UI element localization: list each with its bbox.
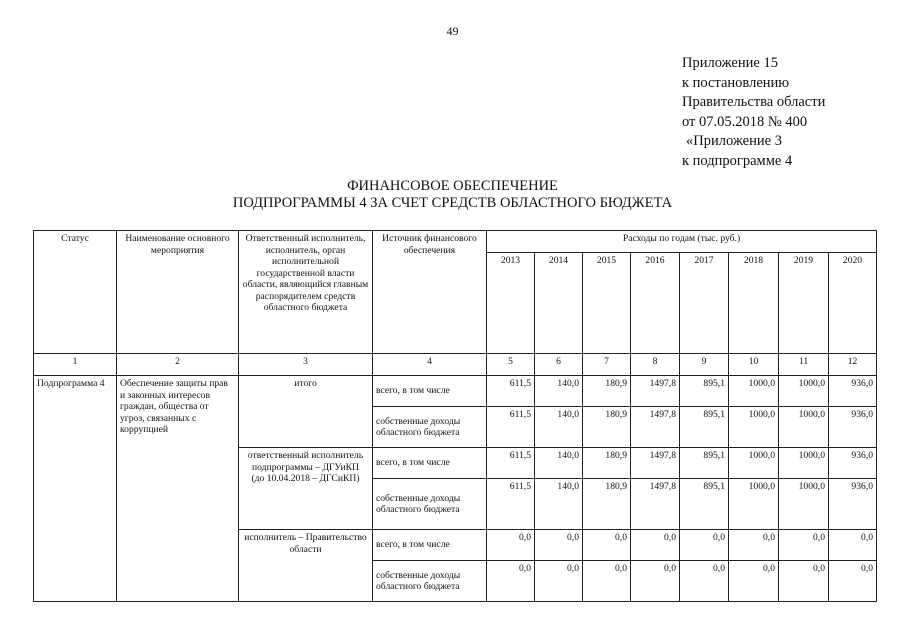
column-number: 12 xyxy=(829,354,877,376)
value-cell: 0,0 xyxy=(631,530,680,561)
value-cell: 0,0 xyxy=(779,561,829,602)
column-number: 11 xyxy=(779,354,829,376)
column-number: 6 xyxy=(535,354,583,376)
column-number: 5 xyxy=(487,354,535,376)
source-cell: собственные доходы областного бюджета xyxy=(373,479,487,530)
value-cell: 895,1 xyxy=(680,407,729,448)
value-cell: 611,5 xyxy=(487,448,535,479)
value-cell: 0,0 xyxy=(729,561,779,602)
year-header: 2014 xyxy=(535,253,583,354)
value-cell: 1000,0 xyxy=(729,479,779,530)
column-number: 9 xyxy=(680,354,729,376)
appendix-line: Приложение 15 xyxy=(682,55,778,71)
document-title xyxy=(0,178,905,212)
source-cell: всего, в том числе xyxy=(373,448,487,479)
executor-cell xyxy=(239,376,373,448)
header-source: Источник финансового обеспечения xyxy=(373,231,487,354)
page-number: 49 xyxy=(446,24,459,38)
finance-table xyxy=(33,230,877,602)
source-cell: собственные доходы областного бюджета xyxy=(373,407,487,448)
value-cell: 0,0 xyxy=(779,530,829,561)
value-cell: 0,0 xyxy=(583,561,631,602)
value-cell: 1000,0 xyxy=(779,479,829,530)
value-cell: 1000,0 xyxy=(729,376,779,407)
column-number: 1 xyxy=(34,354,117,376)
header-status: Статус xyxy=(34,231,117,354)
executor-note: (до 10.04.2018 – ДГСиКП) xyxy=(251,473,360,484)
value-cell: 895,1 xyxy=(680,479,729,530)
header-executor: Ответственный исполнитель, исполнитель, орган исполнительной государственной власти области, являющийся главным распорядителем средств областного бюджета xyxy=(239,231,373,354)
column-number: 7 xyxy=(583,354,631,376)
executor-text: итого xyxy=(294,378,317,389)
value-cell: 936,0 xyxy=(829,479,877,530)
executor-text: исполнитель – Правительство области xyxy=(244,532,367,555)
value-cell: 611,5 xyxy=(487,407,535,448)
year-header: 2015 xyxy=(583,253,631,354)
value-cell: 0,0 xyxy=(535,561,583,602)
source-cell: собственные доходы областного бюджета xyxy=(373,561,487,602)
value-cell: 1497,8 xyxy=(631,479,680,530)
value-cell: 0,0 xyxy=(680,561,729,602)
value-cell: 936,0 xyxy=(829,448,877,479)
column-number: 3 xyxy=(239,354,373,376)
value-cell: 180,9 xyxy=(583,448,631,479)
value-cell: 0,0 xyxy=(680,530,729,561)
value-cell: 0,0 xyxy=(631,561,680,602)
header-expenses: Расходы по годам (тыс. руб.) xyxy=(487,231,877,253)
year-header: 2017 xyxy=(680,253,729,354)
executor-cell xyxy=(239,448,373,530)
value-cell: 180,9 xyxy=(583,376,631,407)
year-header: 2019 xyxy=(779,253,829,354)
value-cell: 0,0 xyxy=(487,530,535,561)
value-cell: 140,0 xyxy=(535,376,583,407)
executor-cell xyxy=(239,530,373,602)
source-cell: всего, в том числе xyxy=(373,376,487,407)
value-cell: 936,0 xyxy=(829,376,877,407)
value-cell: 895,1 xyxy=(680,448,729,479)
executor-text: ответственный исполнитель подпрограммы – ДГУиКП xyxy=(247,450,364,473)
value-cell: 0,0 xyxy=(829,561,877,602)
header-row xyxy=(34,231,877,253)
value-cell: 140,0 xyxy=(535,479,583,530)
value-cell: 936,0 xyxy=(829,407,877,448)
value-cell: 1497,8 xyxy=(631,376,680,407)
year-header: 2020 xyxy=(829,253,877,354)
appendix-line: от 07.05.2018 № 400 xyxy=(682,113,808,130)
appendix-line: «Приложение 3 xyxy=(686,133,782,149)
appendix-line: Правительства области xyxy=(682,94,826,110)
column-number-row xyxy=(34,354,877,376)
value-cell: 1000,0 xyxy=(729,407,779,448)
value-cell: 1000,0 xyxy=(779,407,829,448)
value-cell: 1000,0 xyxy=(729,448,779,479)
value-cell: 1000,0 xyxy=(779,376,829,407)
appendix-block xyxy=(682,54,825,171)
year-header: 2018 xyxy=(729,253,779,354)
source-cell: всего, в том числе xyxy=(373,530,487,561)
value-cell: 0,0 xyxy=(583,530,631,561)
status-cell: Подпрограмма 4 xyxy=(34,376,117,602)
value-cell: 0,0 xyxy=(729,530,779,561)
column-number: 10 xyxy=(729,354,779,376)
value-cell: 140,0 xyxy=(535,448,583,479)
value-cell: 0,0 xyxy=(487,561,535,602)
value-cell: 140,0 xyxy=(535,407,583,448)
appendix-line: к постановлению xyxy=(682,74,790,91)
value-cell: 1497,8 xyxy=(631,407,680,448)
value-cell: 611,5 xyxy=(487,376,535,407)
value-cell: 0,0 xyxy=(829,530,877,561)
year-header: 2016 xyxy=(631,253,680,354)
year-header: 2013 xyxy=(487,253,535,354)
value-cell: 1000,0 xyxy=(779,448,829,479)
appendix-line: к подпрограмме 4 xyxy=(682,152,793,169)
title-line-1: ФИНАНСОВОЕ ОБЕСПЕЧЕНИЕ xyxy=(347,178,558,194)
title-line-2: ПОДПРОГРАММЫ 4 ЗА СЧЕТ СРЕДСТВ ОБЛАСТНОГО БЮДЖЕТА xyxy=(232,195,673,211)
value-cell: 895,1 xyxy=(680,376,729,407)
header-name: Наименование основного мероприятия xyxy=(117,231,239,354)
event-name-cell: Обеспечение защиты прав и законных интересов граждан, общества от угроз, связанных с коррупцией xyxy=(117,376,239,602)
value-cell: 611,5 xyxy=(487,479,535,530)
value-cell: 1497,8 xyxy=(631,448,680,479)
column-number: 2 xyxy=(117,354,239,376)
value-cell: 180,9 xyxy=(583,479,631,530)
value-cell: 180,9 xyxy=(583,407,631,448)
value-cell: 0,0 xyxy=(535,530,583,561)
column-number: 4 xyxy=(373,354,487,376)
table-row xyxy=(34,376,877,407)
column-number: 8 xyxy=(631,354,680,376)
